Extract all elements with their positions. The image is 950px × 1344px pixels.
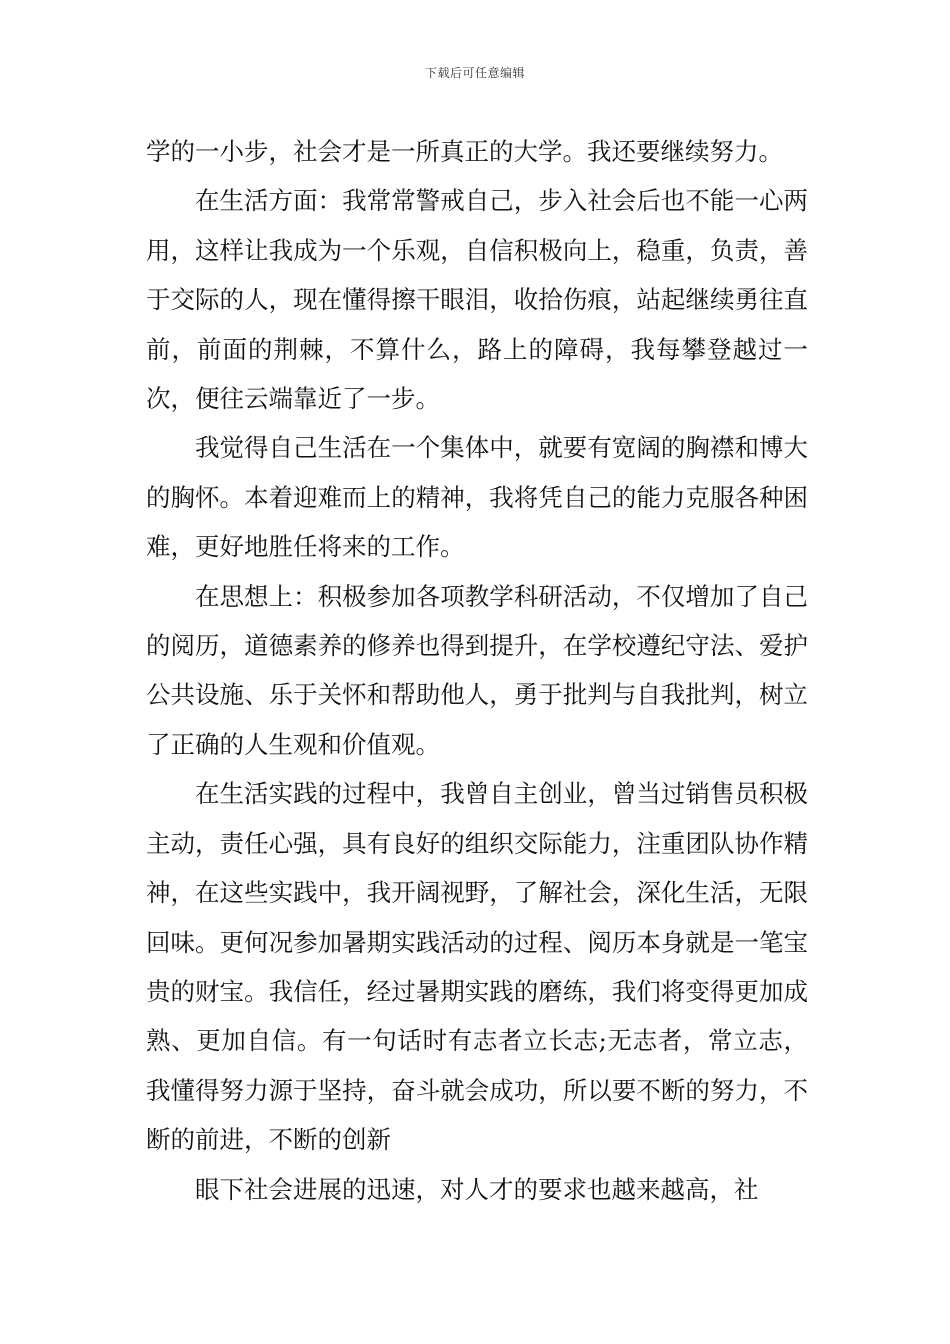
document-body bbox=[146, 127, 808, 1214]
paragraph-society: 眼下社会进展的迅速，对人才的要求也越来越高，社 bbox=[195, 1174, 759, 1204]
page-header-note: 下载后可任意编辑 bbox=[424, 66, 525, 80]
paragraph-life: 在生活方面：我常常警戒自己，步入社会后也不能一心两用，这样让我成为一个乐观，自信积极向上，稳重，负责，善于交际的人，现在懂得擦干眼泪，收拾伤痕，站起继续勇往直前，前面的荆棘，不算什么，路上的障碍，我每攀登越过一次，便往云端靠近了一步。 bbox=[146, 186, 808, 414]
paragraph-collective: 我觉得自己生活在一个集体中，就要有宽阔的胸襟和博大的胸怀。本着迎难而上的精神，我将凭自己的能力克服各种困难，更好地胜任将来的工作。 bbox=[146, 433, 808, 562]
paragraph-thought: 在思想上：积极参加各项教学科研活动，不仅增加了自己的阅历，道德素养的修养也得到提升，在学校遵纪守法、爱护公共设施、乐于关怀和帮助他人，勇于批判与自我批判，树立了正确的人生观和价值观。 bbox=[146, 581, 808, 759]
paragraph-practice: 在生活实践的过程中，我曾自主创业，曾当过销售员积极主动，责任心强，具有良好的组织交际能力，注重团队协作精神，在这些实践中，我开阔视野，了解社会，深化生活，无限回味。更何况参加暑期实践活动的过程、阅历本身就是一笔宝贵的财宝。我信任，经过暑期实践的磨练，我们将变得更加成熟、更加自信。有一句话时有志者立长志;无志者，常立志，我懂得努力源于坚持，奋斗就会成功，所以要不断的努力，不断的前进，不断的创新 bbox=[146, 779, 808, 1155]
paragraph-continuation: 学的一小步，社会才是一所真正的大学。我还要继续努力。 bbox=[146, 137, 783, 166]
